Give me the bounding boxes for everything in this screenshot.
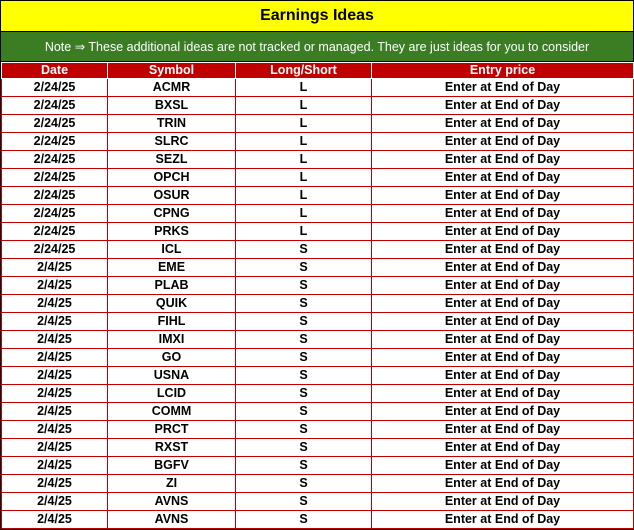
date-cell: 2/4/25 bbox=[2, 277, 108, 295]
entry-price-cell: Enter at End of Day bbox=[372, 439, 634, 457]
table-row bbox=[2, 169, 634, 187]
entry-price-cell: Enter at End of Day bbox=[372, 115, 634, 133]
date-cell: 2/24/25 bbox=[2, 187, 108, 205]
table-row bbox=[2, 457, 634, 475]
table-row bbox=[2, 241, 634, 259]
earnings-ideas-table bbox=[1, 62, 634, 529]
date-cell: 2/24/25 bbox=[2, 133, 108, 151]
date-cell: 2/24/25 bbox=[2, 169, 108, 187]
symbol-cell: LCID bbox=[108, 385, 236, 403]
entry-price-cell: Enter at End of Day bbox=[372, 385, 634, 403]
entry-price-cell: Enter at End of Day bbox=[372, 421, 634, 439]
table-row bbox=[2, 421, 634, 439]
entry-price-cell: Enter at End of Day bbox=[372, 187, 634, 205]
entry-price-cell: Enter at End of Day bbox=[372, 349, 634, 367]
table-row bbox=[2, 223, 634, 241]
date-cell: 2/4/25 bbox=[2, 367, 108, 385]
table-row bbox=[2, 349, 634, 367]
symbol-cell: SLRC bbox=[108, 133, 236, 151]
header-row bbox=[2, 63, 634, 79]
entry-price-cell: Enter at End of Day bbox=[372, 205, 634, 223]
symbol-cell: OSUR bbox=[108, 187, 236, 205]
date-cell: 2/4/25 bbox=[2, 439, 108, 457]
symbol-cell: FIHL bbox=[108, 313, 236, 331]
date-cell: 2/4/25 bbox=[2, 493, 108, 511]
long-short-cell: S bbox=[236, 277, 372, 295]
symbol-cell: ZI bbox=[108, 475, 236, 493]
column-header-date: Date bbox=[2, 63, 108, 79]
long-short-cell: L bbox=[236, 187, 372, 205]
date-cell: 2/24/25 bbox=[2, 97, 108, 115]
entry-price-cell: Enter at End of Day bbox=[372, 295, 634, 313]
symbol-cell: RXST bbox=[108, 439, 236, 457]
date-cell: 2/24/25 bbox=[2, 205, 108, 223]
entry-price-cell: Enter at End of Day bbox=[372, 331, 634, 349]
long-short-cell: L bbox=[236, 205, 372, 223]
long-short-cell: S bbox=[236, 385, 372, 403]
symbol-cell: ICL bbox=[108, 241, 236, 259]
table-row bbox=[2, 385, 634, 403]
long-short-cell: S bbox=[236, 367, 372, 385]
symbol-cell: BXSL bbox=[108, 97, 236, 115]
long-short-cell: L bbox=[236, 151, 372, 169]
long-short-cell: S bbox=[236, 421, 372, 439]
long-short-cell: S bbox=[236, 349, 372, 367]
entry-price-cell: Enter at End of Day bbox=[372, 277, 634, 295]
symbol-cell: COMM bbox=[108, 403, 236, 421]
entry-price-cell: Enter at End of Day bbox=[372, 259, 634, 277]
date-cell: 2/24/25 bbox=[2, 79, 108, 97]
long-short-cell: L bbox=[236, 133, 372, 151]
column-header-symbol: Symbol bbox=[108, 63, 236, 79]
table-row bbox=[2, 151, 634, 169]
date-cell: 2/24/25 bbox=[2, 115, 108, 133]
symbol-cell: QUIK bbox=[108, 295, 236, 313]
table-row bbox=[2, 133, 634, 151]
long-short-cell: S bbox=[236, 439, 372, 457]
long-short-cell: S bbox=[236, 475, 372, 493]
symbol-cell: OPCH bbox=[108, 169, 236, 187]
table-row bbox=[2, 187, 634, 205]
symbol-cell: GO bbox=[108, 349, 236, 367]
date-cell: 2/4/25 bbox=[2, 385, 108, 403]
long-short-cell: S bbox=[236, 511, 372, 529]
long-short-cell: S bbox=[236, 331, 372, 349]
symbol-cell: EME bbox=[108, 259, 236, 277]
long-short-cell: S bbox=[236, 295, 372, 313]
symbol-cell: IMXI bbox=[108, 331, 236, 349]
date-cell: 2/4/25 bbox=[2, 475, 108, 493]
entry-price-cell: Enter at End of Day bbox=[372, 241, 634, 259]
long-short-cell: L bbox=[236, 79, 372, 97]
table-row bbox=[2, 97, 634, 115]
long-short-cell: S bbox=[236, 403, 372, 421]
table-row bbox=[2, 493, 634, 511]
long-short-cell: L bbox=[236, 97, 372, 115]
symbol-cell: TRIN bbox=[108, 115, 236, 133]
long-short-cell: L bbox=[236, 223, 372, 241]
symbol-cell: PRCT bbox=[108, 421, 236, 439]
entry-price-cell: Enter at End of Day bbox=[372, 79, 634, 97]
date-cell: 2/24/25 bbox=[2, 241, 108, 259]
date-cell: 2/4/25 bbox=[2, 349, 108, 367]
table-row bbox=[2, 313, 634, 331]
entry-price-cell: Enter at End of Day bbox=[372, 457, 634, 475]
date-cell: 2/4/25 bbox=[2, 331, 108, 349]
symbol-cell: AVNS bbox=[108, 493, 236, 511]
symbol-cell: SEZL bbox=[108, 151, 236, 169]
sheet-title: Earnings Ideas bbox=[1, 1, 633, 32]
table-row bbox=[2, 403, 634, 421]
table-row bbox=[2, 511, 634, 529]
symbol-cell: CPNG bbox=[108, 205, 236, 223]
date-cell: 2/24/25 bbox=[2, 151, 108, 169]
table-body bbox=[2, 79, 634, 529]
date-cell: 2/4/25 bbox=[2, 511, 108, 529]
table-row bbox=[2, 205, 634, 223]
entry-price-cell: Enter at End of Day bbox=[372, 151, 634, 169]
entry-price-cell: Enter at End of Day bbox=[372, 475, 634, 493]
long-short-cell: L bbox=[236, 169, 372, 187]
symbol-cell: PRKS bbox=[108, 223, 236, 241]
long-short-cell: S bbox=[236, 259, 372, 277]
table-row bbox=[2, 259, 634, 277]
entry-price-cell: Enter at End of Day bbox=[372, 223, 634, 241]
entry-price-cell: Enter at End of Day bbox=[372, 169, 634, 187]
date-cell: 2/4/25 bbox=[2, 403, 108, 421]
symbol-cell: USNA bbox=[108, 367, 236, 385]
entry-price-cell: Enter at End of Day bbox=[372, 403, 634, 421]
date-cell: 2/24/25 bbox=[2, 223, 108, 241]
symbol-cell: AVNS bbox=[108, 511, 236, 529]
table-row bbox=[2, 331, 634, 349]
table-row bbox=[2, 295, 634, 313]
symbol-cell: ACMR bbox=[108, 79, 236, 97]
note-banner: Note ⇒ These additional ideas are not tracked or managed. They are just ideas for you to consider bbox=[1, 32, 633, 62]
entry-price-cell: Enter at End of Day bbox=[372, 97, 634, 115]
entry-price-cell: Enter at End of Day bbox=[372, 313, 634, 331]
date-cell: 2/4/25 bbox=[2, 259, 108, 277]
table-row bbox=[2, 79, 634, 97]
symbol-cell: PLAB bbox=[108, 277, 236, 295]
column-header-long-short: Long/Short bbox=[236, 63, 372, 79]
date-cell: 2/4/25 bbox=[2, 457, 108, 475]
table-row bbox=[2, 475, 634, 493]
long-short-cell: S bbox=[236, 313, 372, 331]
long-short-cell: L bbox=[236, 115, 372, 133]
entry-price-cell: Enter at End of Day bbox=[372, 133, 634, 151]
table-row bbox=[2, 367, 634, 385]
entry-price-cell: Enter at End of Day bbox=[372, 493, 634, 511]
table-row bbox=[2, 277, 634, 295]
table-row bbox=[2, 439, 634, 457]
column-header-entry-price: Entry price bbox=[372, 63, 634, 79]
entry-price-cell: Enter at End of Day bbox=[372, 367, 634, 385]
long-short-cell: S bbox=[236, 241, 372, 259]
date-cell: 2/4/25 bbox=[2, 295, 108, 313]
date-cell: 2/4/25 bbox=[2, 313, 108, 331]
symbol-cell: BGFV bbox=[108, 457, 236, 475]
date-cell: 2/4/25 bbox=[2, 421, 108, 439]
long-short-cell: S bbox=[236, 457, 372, 475]
long-short-cell: S bbox=[236, 493, 372, 511]
entry-price-cell: Enter at End of Day bbox=[372, 511, 634, 529]
table-row bbox=[2, 115, 634, 133]
